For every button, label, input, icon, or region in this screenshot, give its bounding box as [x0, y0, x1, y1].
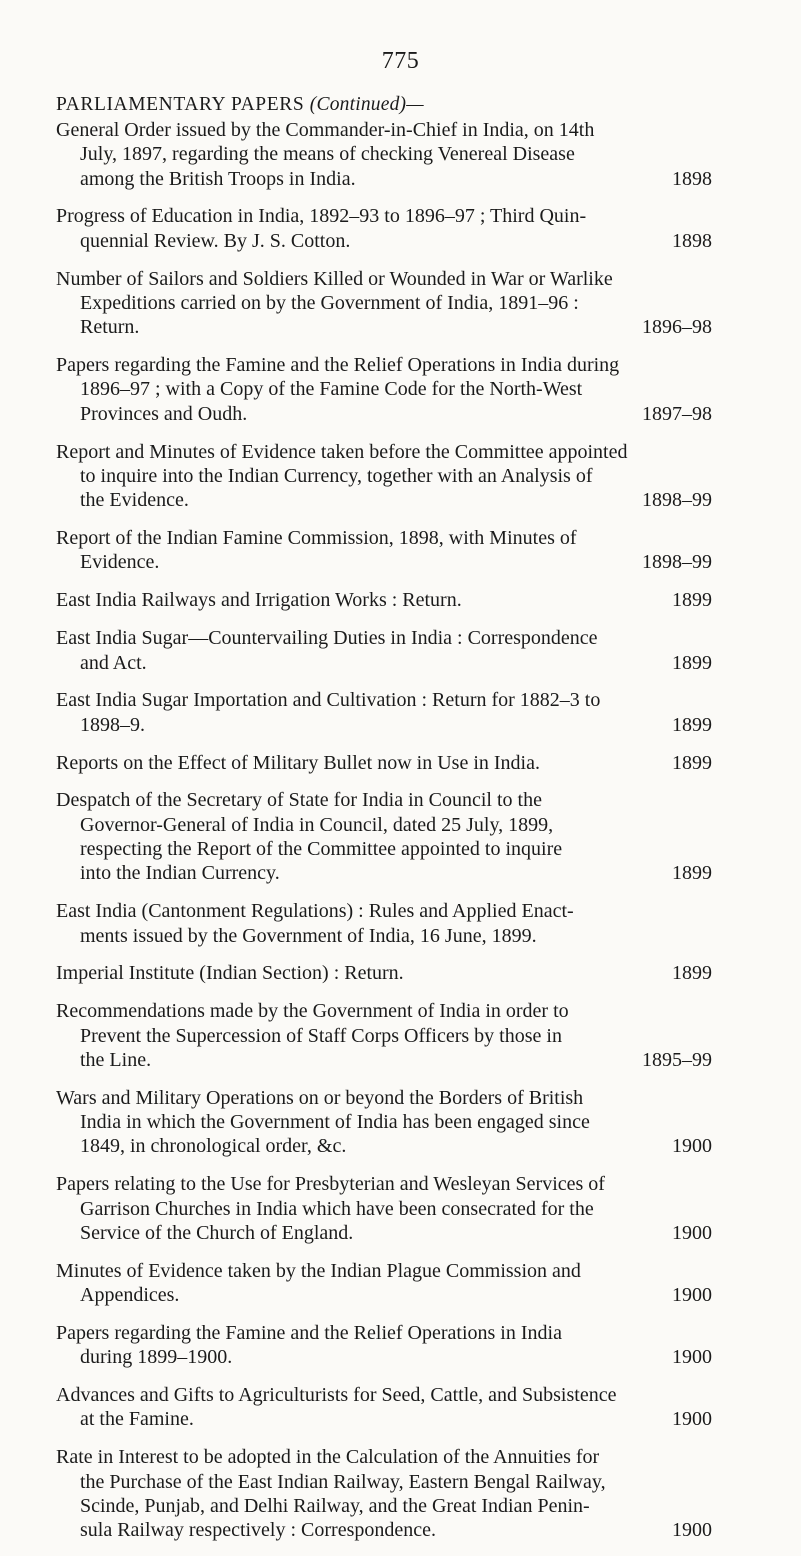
entry-line: at the Famine. — [80, 1408, 194, 1431]
entry-line: Wars and Military Operations on or beyond the Borders of British — [56, 1086, 584, 1109]
entry-date: 1898 — [672, 167, 712, 190]
entry-date: 1896–98 — [642, 316, 712, 339]
entry-line: Number of Sailors and Soldiers Killed or Wounded in War or Warlike — [56, 267, 613, 290]
entry-line: Evidence. — [80, 551, 160, 574]
entry-line: the Evidence. — [80, 489, 189, 512]
entry-line: East India Railways and Irrigation Works : Return. — [56, 589, 462, 612]
entry-line: Imperial Institute (Indian Section) : Return. — [56, 962, 404, 985]
paper-entry — [56, 118, 712, 191]
entry-line: Progress of Education in India, 1892–93 to 1896–97 ; Third Quin- — [56, 205, 587, 228]
entry-line: 1849, in chronological order, &c. — [80, 1135, 347, 1158]
entry-list — [56, 118, 712, 1556]
entry-last-line — [56, 588, 712, 612]
entry-line: General Order issued by the Commander-in-Chief in India, on 14th — [56, 119, 595, 141]
entry-date: 1900 — [672, 1408, 712, 1431]
paper-entry — [56, 1383, 712, 1432]
paper-entry — [56, 440, 712, 513]
entry-date: 1895–99 — [642, 1048, 712, 1071]
entry-line: Expeditions carried on by the Government of India, 1891–96 : — [80, 291, 579, 314]
entry-line: Governor-General of India in Council, dated 25 July, 1899, — [80, 813, 554, 836]
entry-line: July, 1897, regarding the means of checking Venereal Disease — [80, 143, 575, 166]
entry-last-line — [56, 1221, 712, 1245]
entry-last-line — [56, 229, 712, 253]
entry-line: Prevent the Supercession of Staff Corps Officers by those in — [80, 1024, 562, 1047]
entry-last-line — [56, 1345, 712, 1369]
paper-entry — [56, 204, 712, 253]
entry-line: among the British Troops in India. — [80, 167, 356, 190]
entry-line: into the Indian Currency. — [80, 862, 280, 885]
entry-date: 1900 — [672, 1346, 712, 1369]
entry-last-line — [56, 402, 712, 426]
entry-last-line — [56, 861, 712, 885]
entry-line: Provinces and Oudh. — [80, 402, 248, 425]
entry-date: 1898 — [672, 229, 712, 252]
paper-entry — [56, 751, 712, 775]
heading-title: PARLIAMENTARY PAPERS — [56, 94, 305, 115]
entry-date: 1899 — [672, 862, 712, 885]
page-number: 775 — [381, 48, 420, 74]
paper-entry — [56, 1259, 712, 1308]
entry-line: East India Sugar—Countervailing Duties in India : Correspondence — [56, 627, 598, 650]
entry-date: 1899 — [672, 713, 712, 736]
entry-date: 1900 — [672, 1221, 712, 1244]
entry-line: East India (Cantonment Regulations) : Rules and Applied Enact- — [56, 900, 574, 923]
paper-entry — [56, 588, 712, 612]
entry-line: Recommendations made by the Government of India in order to — [56, 1000, 569, 1023]
entry-date: 1900 — [672, 1519, 712, 1542]
section-heading — [56, 94, 424, 116]
entry-line: ments issued by the Government of India, 16 June, 1899. — [80, 924, 537, 947]
entry-last-line — [56, 961, 712, 985]
entry-line: Papers relating to the Use for Presbyterian and Wesleyan Services of — [56, 1173, 605, 1196]
paper-entry — [56, 526, 712, 575]
entry-line: Rate in Interest to be adopted in the Calculation of the Annuities for — [56, 1446, 600, 1469]
entry-last-line — [56, 167, 712, 191]
entry-last-line — [56, 924, 712, 948]
entry-date: 1899 — [672, 651, 712, 674]
entry-line: Papers regarding the Famine and the Relief Operations in India during — [56, 354, 620, 377]
entry-line: Service of the Church of England. — [80, 1221, 354, 1244]
entry-line: Return. — [80, 316, 140, 339]
entry-line: Garrison Churches in India which have been consecrated for the — [80, 1197, 594, 1220]
entry-date: 1899 — [672, 589, 712, 612]
entry-last-line — [56, 1134, 712, 1158]
entry-date: 1899 — [672, 751, 712, 774]
entry-date: 1898–99 — [642, 551, 712, 574]
entry-last-line — [56, 1048, 712, 1072]
entry-line: Papers regarding the Famine and the Relief Operations in India — [56, 1321, 562, 1344]
entry-line: sula Railway respectively : Correspondence. — [80, 1519, 436, 1542]
paper-entry — [56, 267, 712, 340]
entry-date: 1897–98 — [642, 402, 712, 425]
entry-line: Appendices. — [80, 1284, 180, 1307]
entry-line: 1898–9. — [80, 713, 145, 736]
entry-line: India in which the Government of India has been engaged since — [80, 1111, 590, 1134]
entry-line: to inquire into the Indian Currency, together with an Analysis of — [80, 464, 593, 487]
heading-continued: (Continued)— — [309, 94, 424, 115]
paper-entry — [56, 999, 712, 1072]
entry-line: Advances and Gifts to Agriculturists for Seed, Cattle, and Subsistence — [56, 1384, 617, 1407]
entry-last-line — [56, 1407, 712, 1431]
entry-last-line — [56, 751, 712, 775]
entry-line: Reports on the Effect of Military Bullet now in Use in India. — [56, 751, 540, 774]
paper-entry — [56, 1086, 712, 1159]
entry-last-line — [56, 1518, 712, 1542]
paper-entry — [56, 626, 712, 675]
entry-line: East India Sugar Importation and Cultivation : Return for 1882–3 to — [56, 689, 601, 712]
entry-line: the Line. — [80, 1048, 152, 1071]
entry-last-line — [56, 315, 712, 339]
entry-line: quennial Review. By J. S. Cotton. — [80, 229, 351, 252]
entry-line: Scinde, Punjab, and Delhi Railway, and the Great Indian Penin- — [80, 1494, 590, 1517]
entry-last-line — [56, 713, 712, 737]
paper-entry — [56, 788, 712, 885]
paper-entry — [56, 1172, 712, 1245]
entry-line: respecting the Report of the Committee appointed to inquire — [80, 838, 563, 861]
entry-line: 1896–97 ; with a Copy of the Famine Code for the North-West — [80, 378, 583, 401]
entry-line: Report of the Indian Famine Commission, 1898, with Minutes of — [56, 527, 577, 550]
paper-entry — [56, 961, 712, 985]
paper-entry — [56, 688, 712, 737]
paper-entry — [56, 1445, 712, 1542]
paper-entry — [56, 353, 712, 426]
entry-line: and Act. — [80, 651, 147, 674]
entry-last-line — [56, 651, 712, 675]
entry-last-line — [56, 488, 712, 512]
entry-date: 1900 — [672, 1284, 712, 1307]
entry-last-line — [56, 1283, 712, 1307]
entry-line: during 1899–1900. — [80, 1346, 233, 1369]
entry-last-line — [56, 550, 712, 574]
entry-date: 1899 — [672, 962, 712, 985]
entry-line: the Purchase of the East Indian Railway, Eastern Bengal Railway, — [80, 1470, 606, 1493]
entry-date: 1898–99 — [642, 489, 712, 512]
paper-entry — [56, 899, 712, 948]
entry-line: Despatch of the Secretary of State for India in Council to the — [56, 789, 542, 812]
entry-line: Minutes of Evidence taken by the Indian Plague Commission and — [56, 1259, 581, 1282]
paper-entry — [56, 1321, 712, 1370]
entry-date: 1900 — [672, 1135, 712, 1158]
entry-line: Report and Minutes of Evidence taken before the Committee appointed — [56, 440, 628, 463]
